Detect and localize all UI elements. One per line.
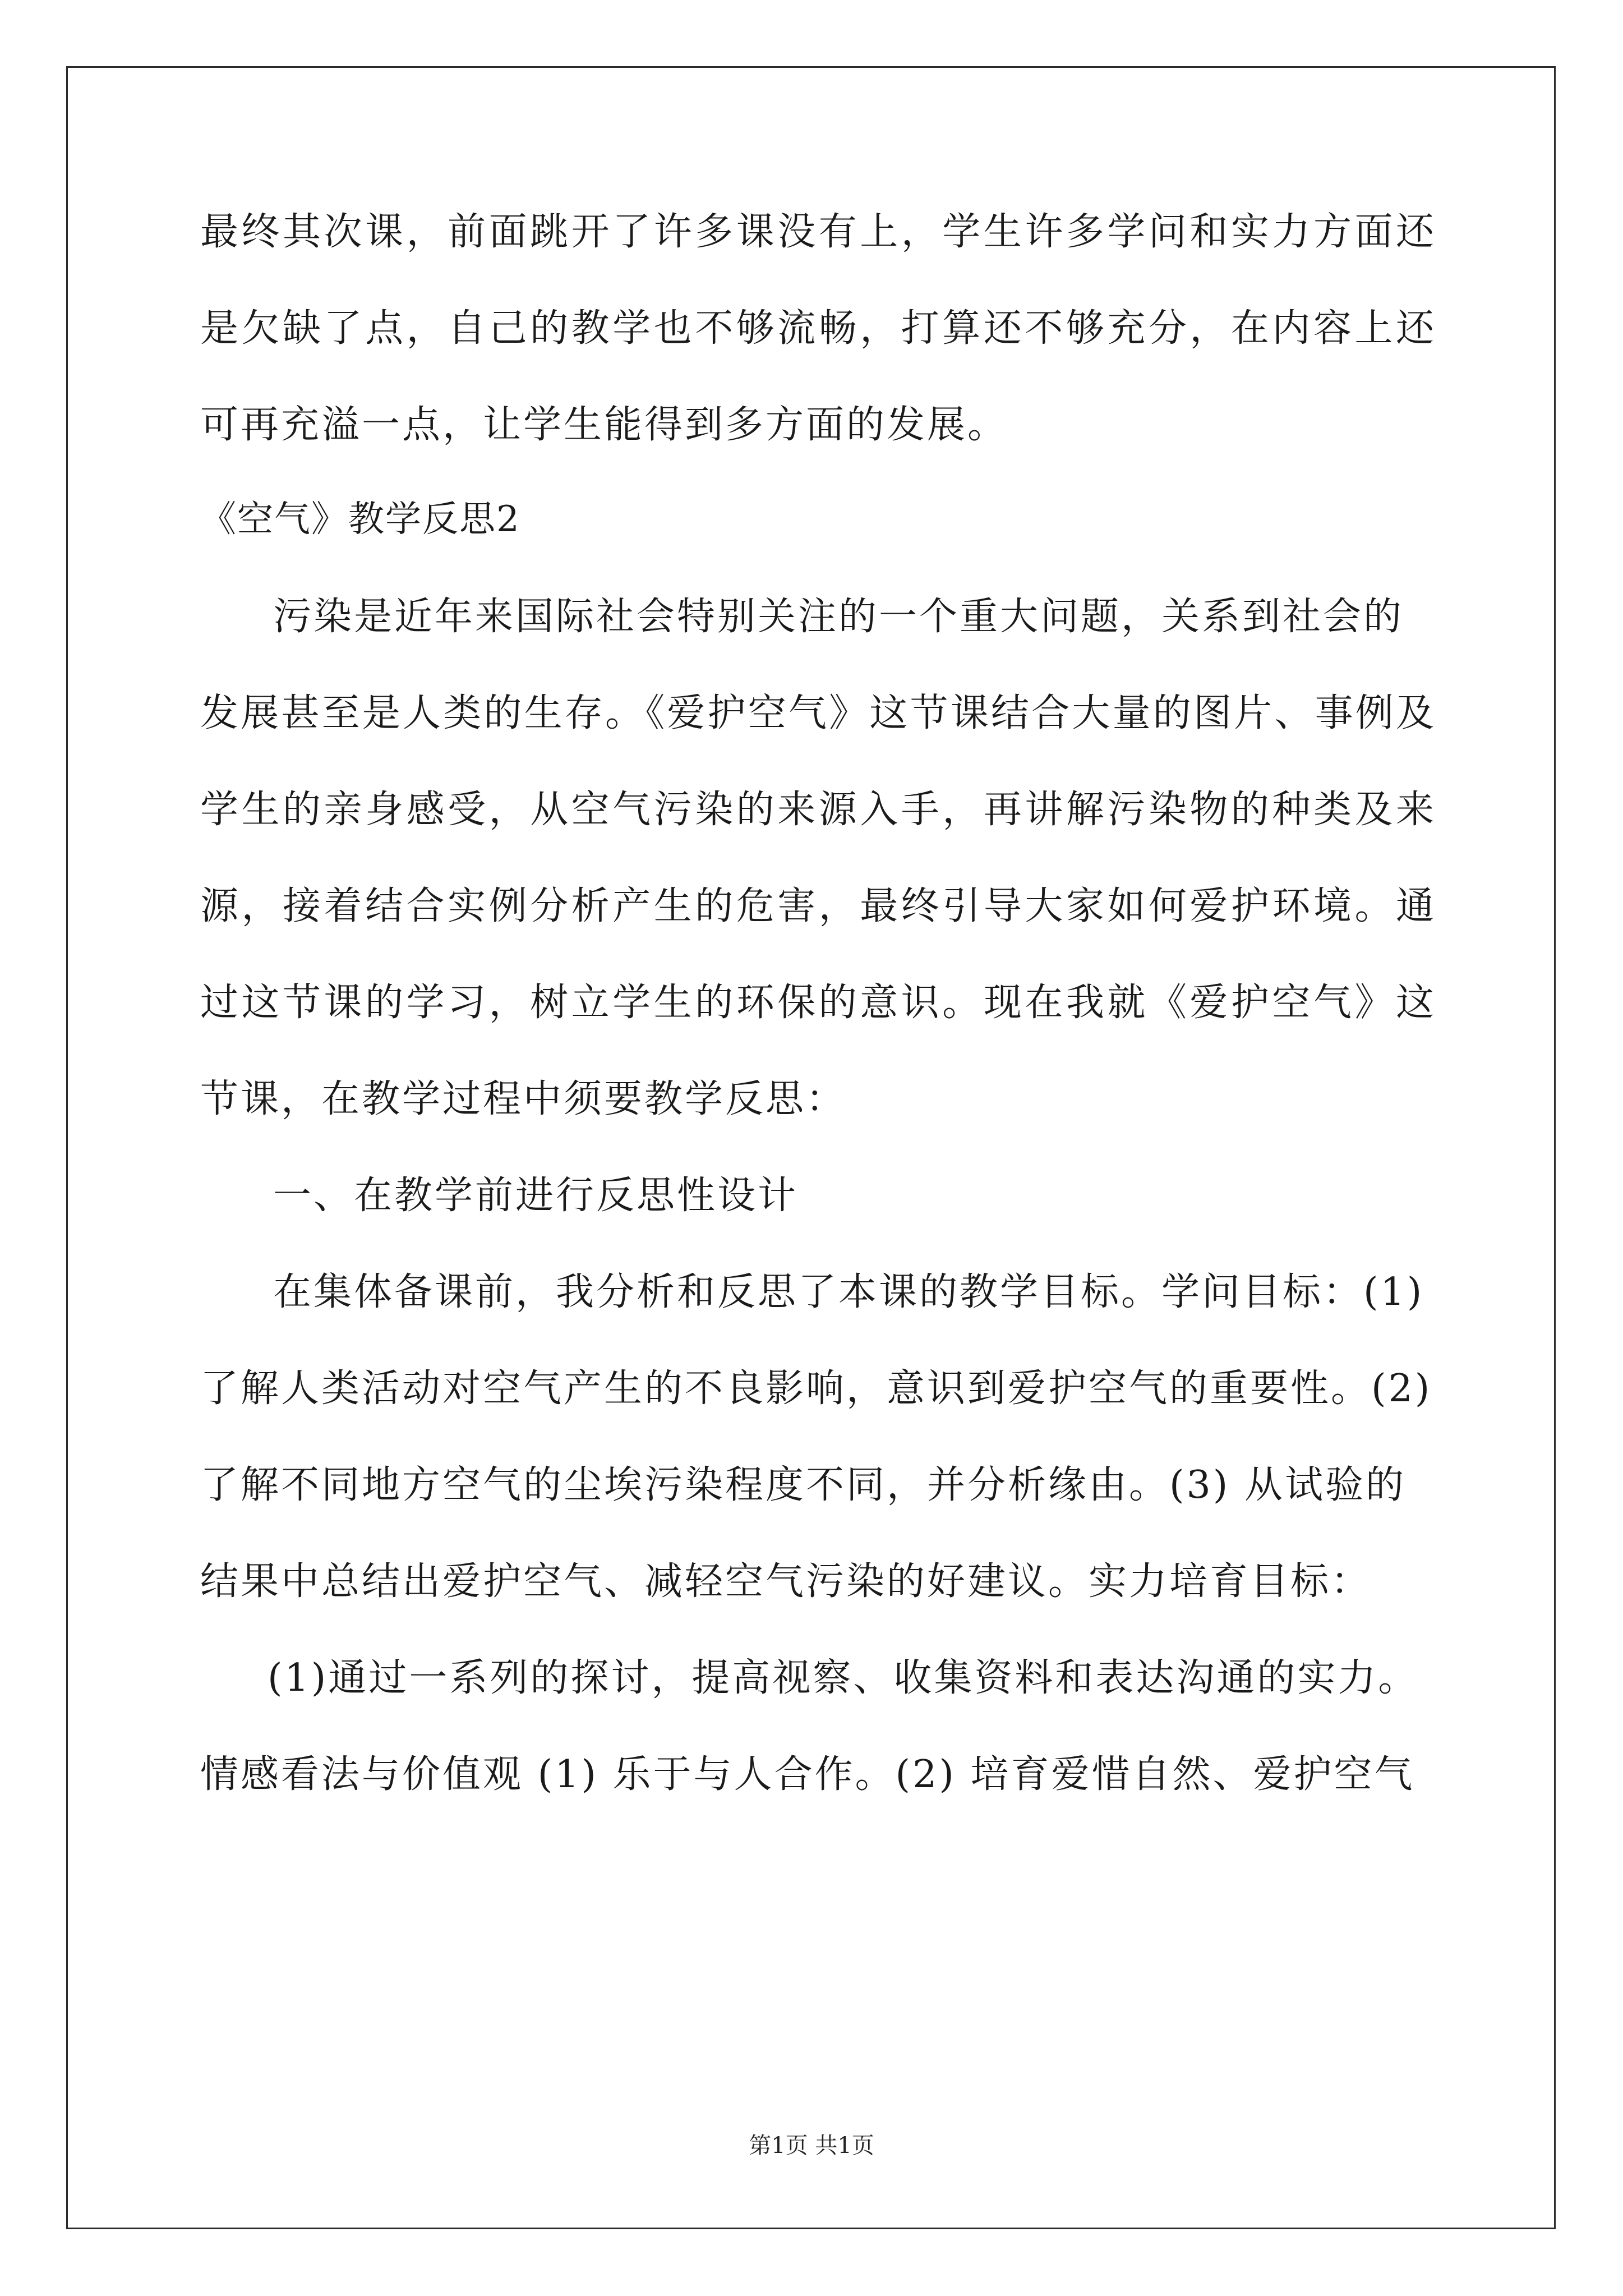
paragraph-line: 是欠缺了点，自己的教学也不够流畅，打算还不够充分，在内容上还: [200, 306, 1434, 351]
paragraph-line: 可再充溢一点，让学生能得到多方面的发展。: [200, 403, 1008, 447]
paragraph-line: 源，接着结合实例分析产生的危害，最终引导大家如何爱护环境。通: [200, 884, 1434, 928]
page-number-footer: 第1页 共1页: [749, 2133, 874, 2159]
paragraph-line: 发展甚至是人类的生存。《爱护空气》这节课结合大量的图片、事例及: [200, 691, 1434, 735]
paragraph-line: 了解人类活动对空气产生的不良影响，意识到爱护空气的重要性。(2): [200, 1366, 1432, 1411]
paragraph-line: 过这节课的学习，树立学生的环保的意识。现在我就《爱护空气》这: [200, 981, 1434, 1025]
paragraph-line: (1)通过一系列的探讨，提高视察、收集资料和表达沟通的实力。: [268, 1656, 1419, 1700]
paragraph-line: 结果中总结出爱护空气、减轻空气污染的好建议。实力培育目标：: [200, 1559, 1372, 1604]
paragraph-line: 在集体备课前，我分析和反思了本课的教学目标。学问目标：(1): [273, 1270, 1424, 1314]
paragraph-line: 节课，在教学过程中须要教学反思：: [200, 1077, 847, 1121]
paragraph-line: 情感看法与价值观 (1) 乐于与人合作。(2) 培育爱惜自然、爱护空气: [200, 1752, 1415, 1797]
paragraph-line: 最终其次课，前面跳开了许多课没有上，学生许多学问和实力方面还: [200, 210, 1434, 254]
paragraph-line: 学生的亲身感受，从空气污染的来源入手，再讲解污染物的种类及来: [200, 788, 1434, 832]
section-heading: 《空气》教学反思2: [200, 499, 520, 540]
paragraph-line: 了解不同地方空气的尘埃污染程度不同，并分析缘由。(3) 从试验的: [200, 1463, 1406, 1507]
page-border: [66, 66, 1556, 2229]
subsection-heading: 一、在教学前进行反思性设计: [273, 1174, 799, 1218]
paragraph-line: 污染是近年来国际社会特别关注的一个重大问题，关系到社会的: [273, 595, 1404, 639]
